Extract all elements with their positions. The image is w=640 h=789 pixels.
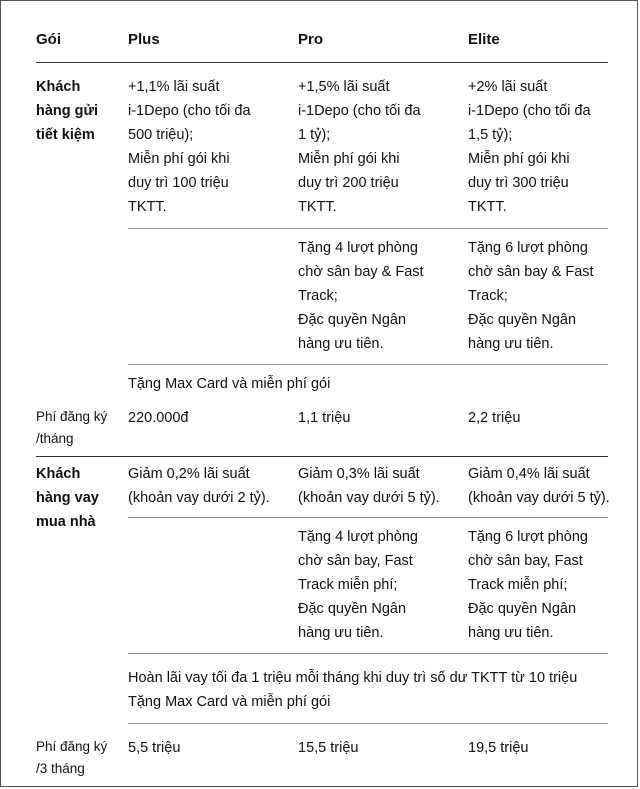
mortgage-divider-3 [128,723,608,724]
mortgage-pro: Giảm 0,3% lãi suất (khoản vay dưới 5 tỷ). [298,466,440,506]
fee-quarterly-label: Phí đăng ký /3 tháng [36,739,108,776]
fee-monthly-pro: 1,1 triệu [298,410,351,426]
savings-elite: +2% lãi suất i-1Depo (cho tối đa 1,5 tỷ); Miễn phí gói khi duy trì 300 triệu TKTT. [468,79,591,215]
mortgage-shared-benefit: Hoàn lãi vay tối đa 1 triệu mỗi tháng khi duy trì số dư TKTT từ 10 triệu Tặng Max Card và miễn phí gói [128,670,578,710]
fee-monthly-plus: 220.000đ [128,410,189,426]
header-divider [36,62,608,63]
fee-quarterly-plus: 5,5 triệu [128,740,181,756]
mortgage-pro-extra: Tặng 4 lượt phòng chờ sân bay, Fast Track miễn phí; Đặc quyền Ngân hàng ưu tiên. [298,529,418,641]
mortgage-plus: Giảm 0,2% lãi suất (khoản vay dưới 2 tỷ). [128,466,270,506]
fee-monthly-divider [36,456,608,457]
header-plus: Plus [128,31,160,48]
savings-label: Khách hàng gửi tiết kiệm [36,79,99,143]
mortgage-label: Khách hàng vay mua nhà [36,466,99,530]
savings-divider-2 [128,364,608,365]
fee-quarterly-pro: 15,5 triệu [298,740,359,756]
fee-monthly-label: Phí đăng ký /tháng [36,409,108,446]
savings-plus: +1,1% lãi suất i-1Depo (cho tối đa 500 triệu); Miễn phí gói khi duy trì 100 triệu TKTT. [128,79,251,215]
savings-pro: +1,5% lãi suất i-1Depo (cho tối đa 1 tỷ); Miễn phí gói khi duy trì 200 triệu TKTT. [298,79,421,215]
fee-quarterly-elite: 19,5 triệu [468,740,529,756]
header-pro: Pro [298,31,324,48]
header-goi: Gói [36,31,61,48]
mortgage-elite-extra: Tặng 6 lượt phòng chờ sân bay, Fast Track miễn phí; Đặc quyền Ngân hàng ưu tiên. [468,529,588,641]
fee-monthly-elite: 2,2 triệu [468,410,521,426]
savings-divider-1 [128,228,608,229]
savings-shared-benefit: Tặng Max Card và miễn phí gói [128,376,331,392]
savings-elite-extra: Tặng 6 lượt phòng chờ sân bay & Fast Track; Đặc quyền Ngân hàng ưu tiên. [468,240,594,352]
mortgage-divider-1 [128,517,608,518]
header-elite: Elite [468,31,500,48]
savings-pro-extra: Tặng 4 lượt phòng chờ sân bay & Fast Track; Đặc quyền Ngân hàng ưu tiên. [298,240,424,352]
mortgage-divider-2 [128,653,608,654]
mortgage-elite: Giảm 0,4% lãi suất (khoản vay dưới 5 tỷ). [468,466,610,506]
